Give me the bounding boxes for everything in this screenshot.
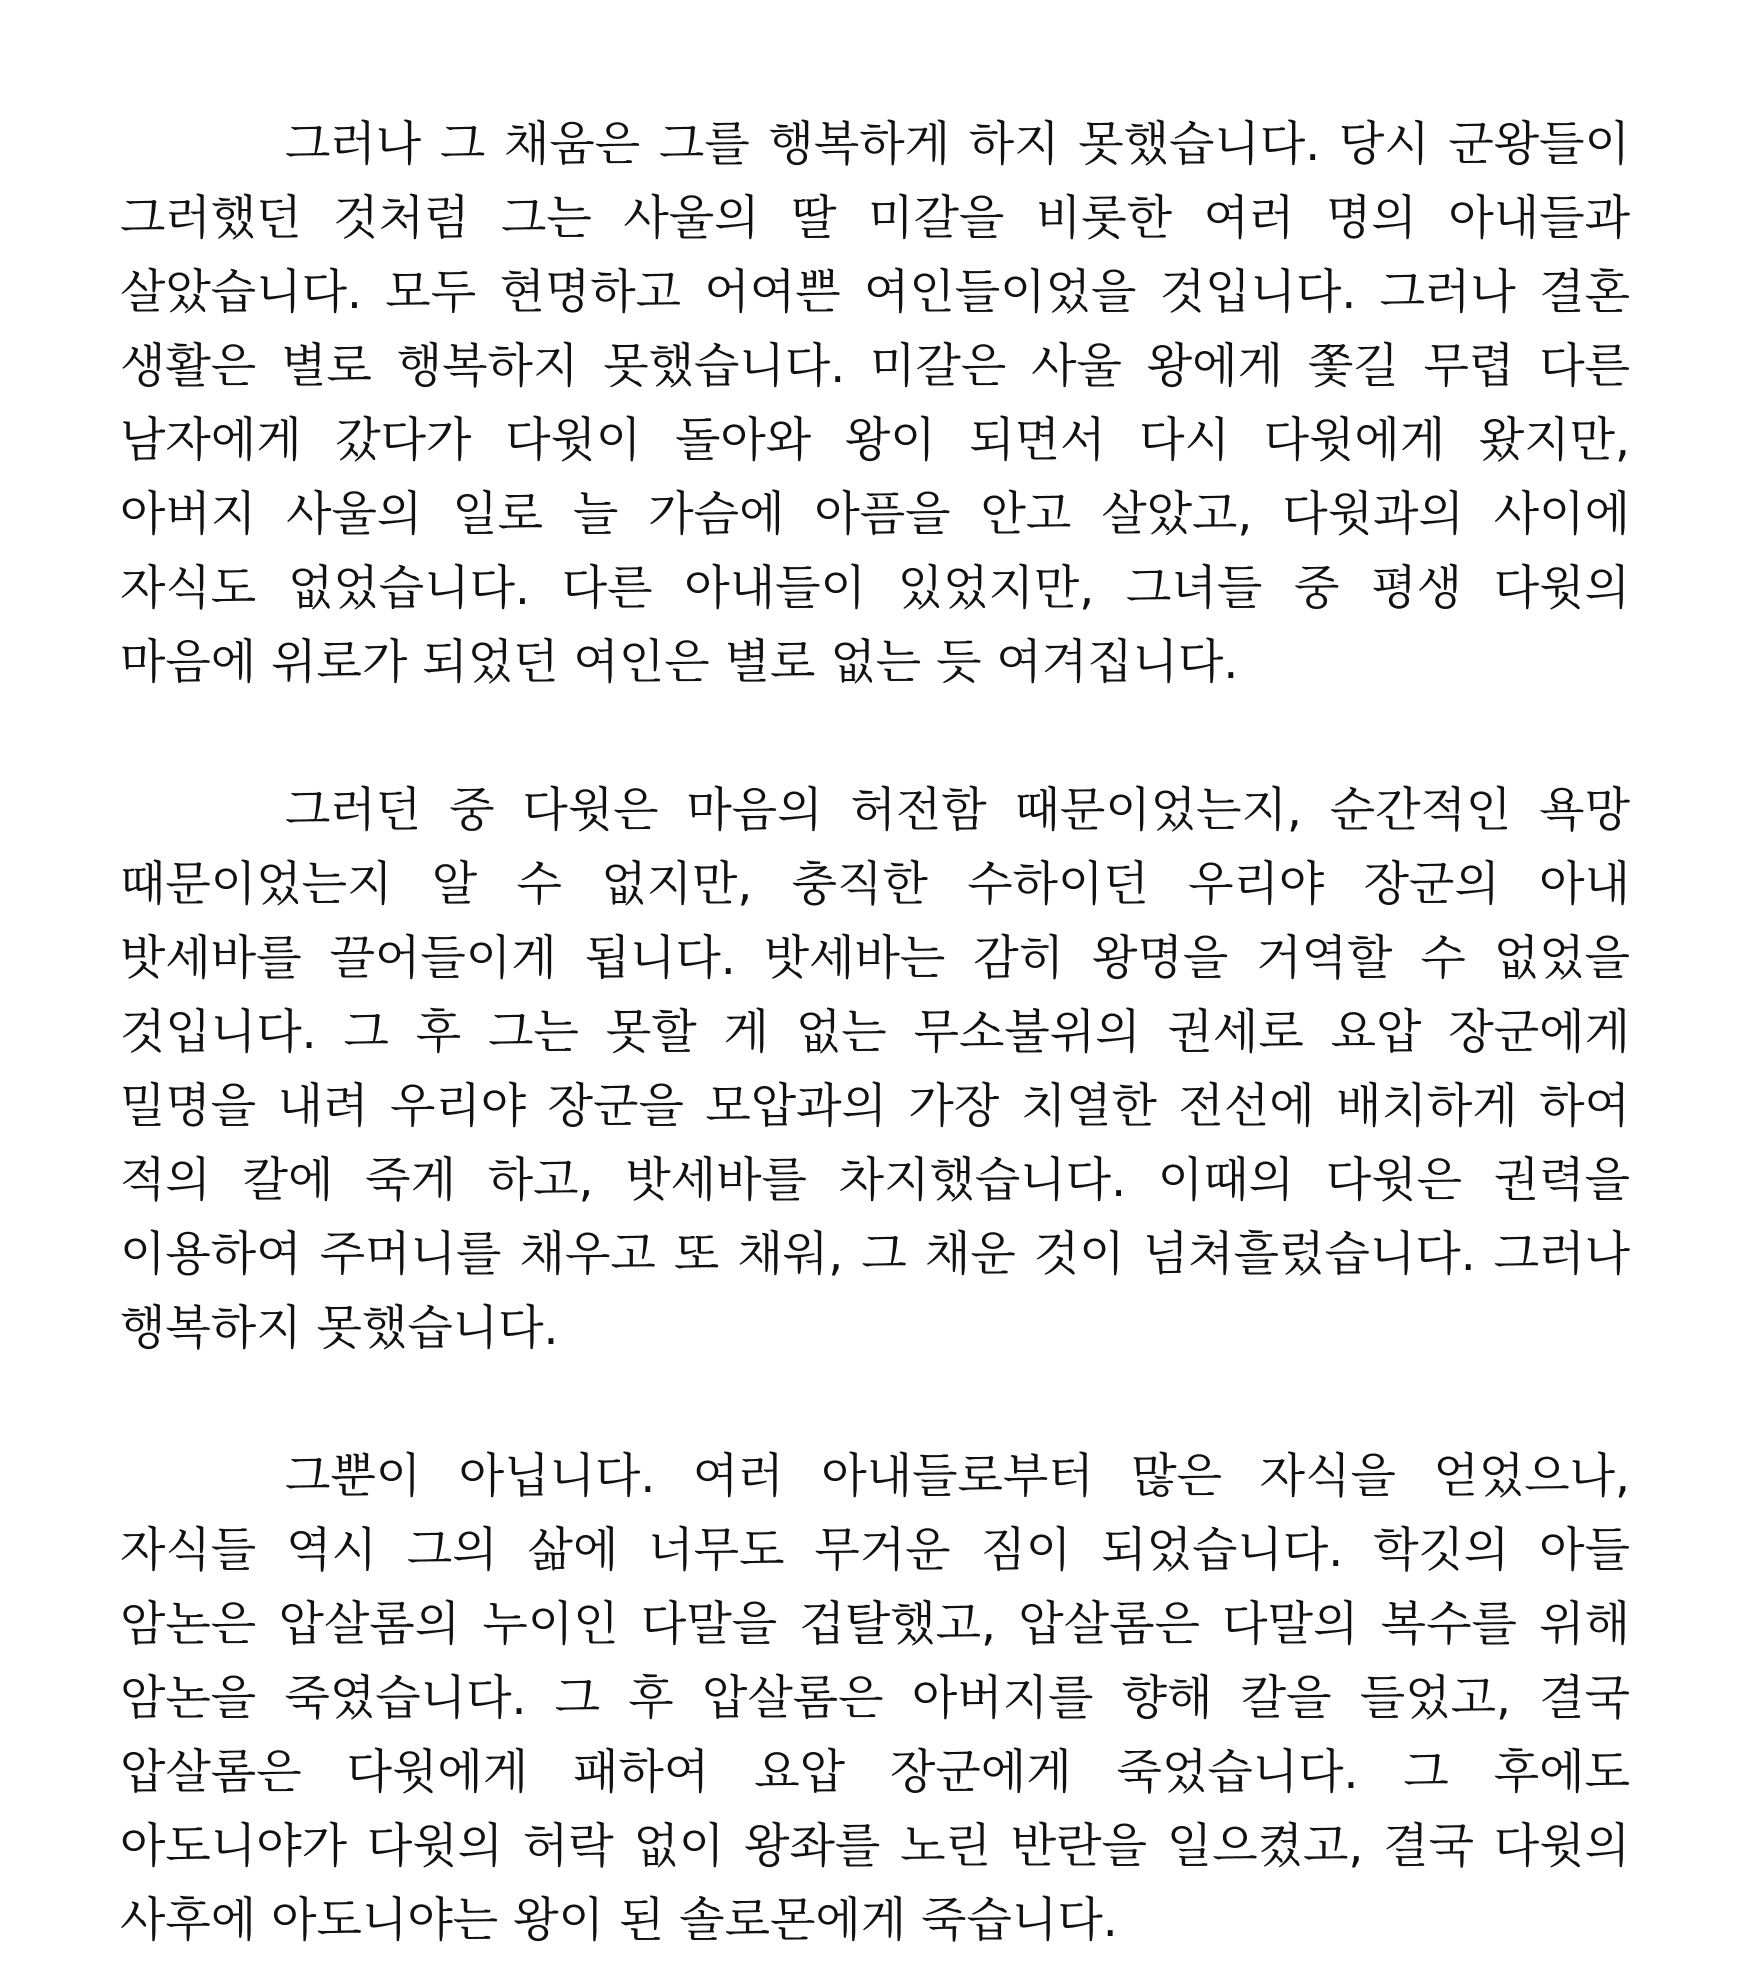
- paragraph-2: 그러던 중 다윗은 마음의 허전함 때문이었는지, 순간적인 욕망 때문이었는지 알 수 없지만, 충직한 수하이던 우리야 장군의 아내 밧세바를 끌어들이게 됩니다. 밧세바는 감히 왕명을 거역할 수 없었을 것입니다. 그 후 그는 못할 게 없는 무소불위의 권세로 요압 장군에게 밀명을 내려 우리야 장군을 모압과의 가장 치열한 전선에 배치하게 하여 적의 칼에 죽게 하고, 밧세바를 차지했습니다. 이때의 다윗은 권력을 이용하여 주머니를 채우고 또 채워, 그 채운 것이 넘쳐흘렀습니다. 그러나 행복하지 못했습니다.: [120, 783, 1630, 1356]
- document-page: [120, 108, 1630, 1958]
- paragraph-1: 그러나 그 채움은 그를 행복하게 하지 못했습니다. 당시 군왕들이 그러했던 것처럼 그는 사울의 딸 미갈을 비롯한 여러 명의 아내들과 살았습니다. 모두 현명하고 어여쁜 여인들이었을 것입니다. 그러나 결혼 생활은 별로 행복하지 못했습니다. 미갈은 사울 왕에게 쫓길 무렵 다른 남자에게 갔다가 다윗이 돌아와 왕이 되면서 다시 다윗에게 왔지만, 아버지 사울의 일로 늘 가슴에 아픔을 안고 살았고, 다윗과의 사이에 자식도 없었습니다. 다른 아내들이 있었지만, 그녀들 중 평생 다윗의 마음에 위로가 되었던 여인은 별로 없는 듯 여겨집니다.: [120, 117, 1630, 690]
- paragraph-3: 그뿐이 아닙니다. 여러 아내들로부터 많은 자식을 얻었으나, 자식들 역시 그의 삶에 너무도 무거운 짐이 되었습니다. 학깃의 아들 암논은 압살롬의 누이인 다말을 겁탈했고, 압살롬은 다말의 복수를 위해 암논을 죽였습니다. 그 후 압살롬은 아버지를 향해 칼을 들었고, 결국 압살롬은 다윗에게 패하여 요압 장군에게 죽었습니다. 그 후에도 아도니야가 다윗의 허락 없이 왕좌를 노린 반란을 일으켰고, 결국 다윗의 사후에 아도니야는 왕이 된 솔로몬에게 죽습니다.: [120, 1449, 1630, 1948]
